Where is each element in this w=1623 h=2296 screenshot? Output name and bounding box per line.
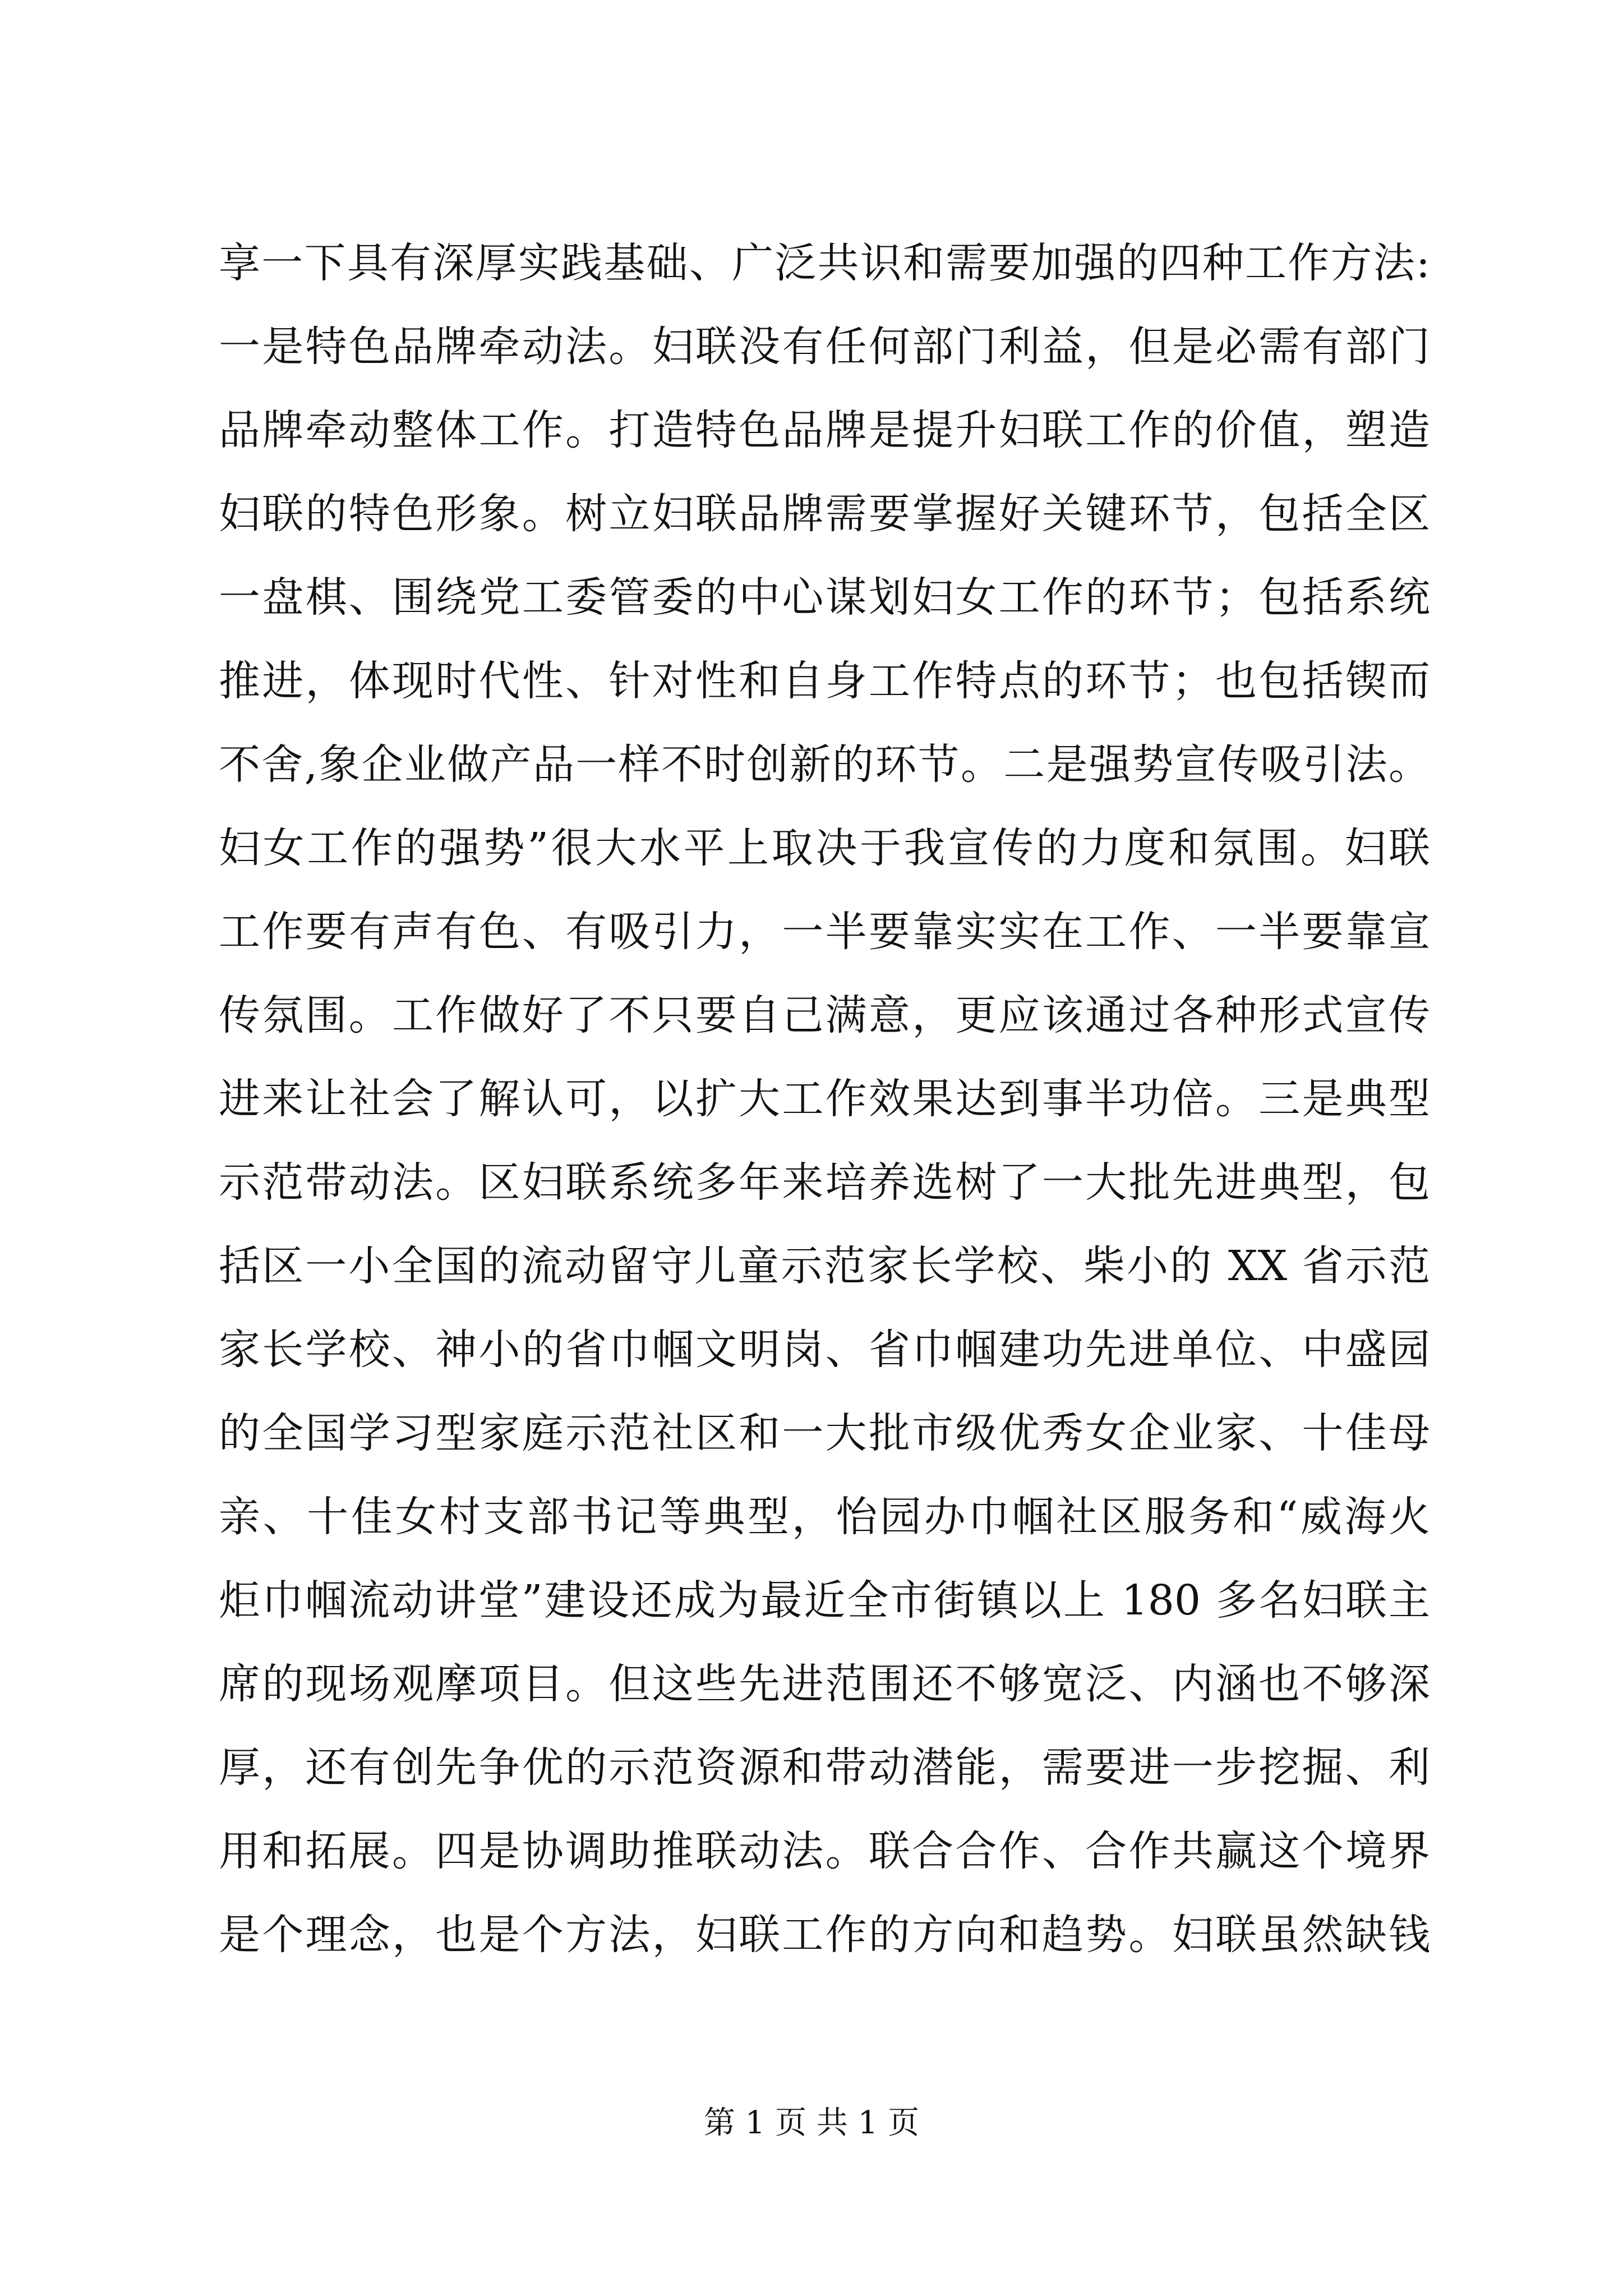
text-line: 亲、十佳女村支部书记等典型，怡园办巾帼社区服务和“威海火 xyxy=(219,1493,1430,1541)
text-line: 一是特色品牌牵动法。妇联没有任何部门利益，但是必需有部门 xyxy=(219,323,1430,371)
text-line: 不舍,象企业做产品一样不时创新的环节。二是强势宣传吸引法。 xyxy=(219,740,1430,789)
text-line: 炬巾帼流动讲堂”建设还成为最近全市街镇以上 180 多名妇联主 xyxy=(219,1576,1430,1625)
text-line: 示范带动法。区妇联系统多年来培养选树了一大批先进典型，包 xyxy=(219,1158,1430,1207)
text-line: 的全国学习型家庭示范社区和一大批市级优秀女企业家、十佳母 xyxy=(219,1409,1430,1457)
text-line: 传氛围。工作做好了不只要自己满意，更应该通过各种形式宣传 xyxy=(219,991,1430,1039)
text-line: 工作要有声有色、有吸引力，一半要靠实实在工作、一半要靠宣 xyxy=(219,908,1430,956)
page-number-label: 第 1 页 共 1 页 xyxy=(703,2105,920,2141)
text-line: 妇女工作的强势”很大水平上取决于我宣传的力度和氛围。妇联 xyxy=(219,824,1430,872)
text-line: 席的现场观摩项目。但这些先进范围还不够宽泛、内涵也不够深 xyxy=(219,1660,1430,1708)
text-line: 妇联的特色形象。树立妇联品牌需要掌握好关键环节，包括全区 xyxy=(219,490,1430,538)
text-line: 家长学校、神小的省巾帼文明岗、省巾帼建功先进单位、中盛园 xyxy=(219,1326,1430,1374)
text-line: 是个理念，也是个方法，妇联工作的方向和趋势。妇联虽然缺钱 xyxy=(219,1911,1430,1959)
text-line: 进来让社会了解认可，以扩大工作效果达到事半功倍。三是典型 xyxy=(219,1075,1430,1123)
page-footer xyxy=(0,2101,1623,2146)
body-text xyxy=(219,222,1430,1977)
text-line: 一盘棋、围绕党工委管委的中心谋划妇女工作的环节；包括系统 xyxy=(219,573,1430,622)
text-line: 用和拓展。四是协调助推联动法。联合合作、合作共赢这个境界 xyxy=(219,1827,1430,1875)
text-line: 括区一小全国的流动留守儿童示范家长学校、柴小的 XX 省示范 xyxy=(219,1242,1430,1290)
text-line: 品牌牵动整体工作。打造特色品牌是提升妇联工作的价值，塑造 xyxy=(219,406,1430,454)
text-line: 享一下具有深厚实践基础、广泛共识和需要加强的四种工作方法: xyxy=(219,239,1430,287)
text-line: 推进，体现时代性、针对性和自身工作特点的环节；也包括锲而 xyxy=(219,657,1430,705)
text-line: 厚，还有创先争优的示范资源和带动潜能，需要进一步挖掘、利 xyxy=(219,1743,1430,1792)
